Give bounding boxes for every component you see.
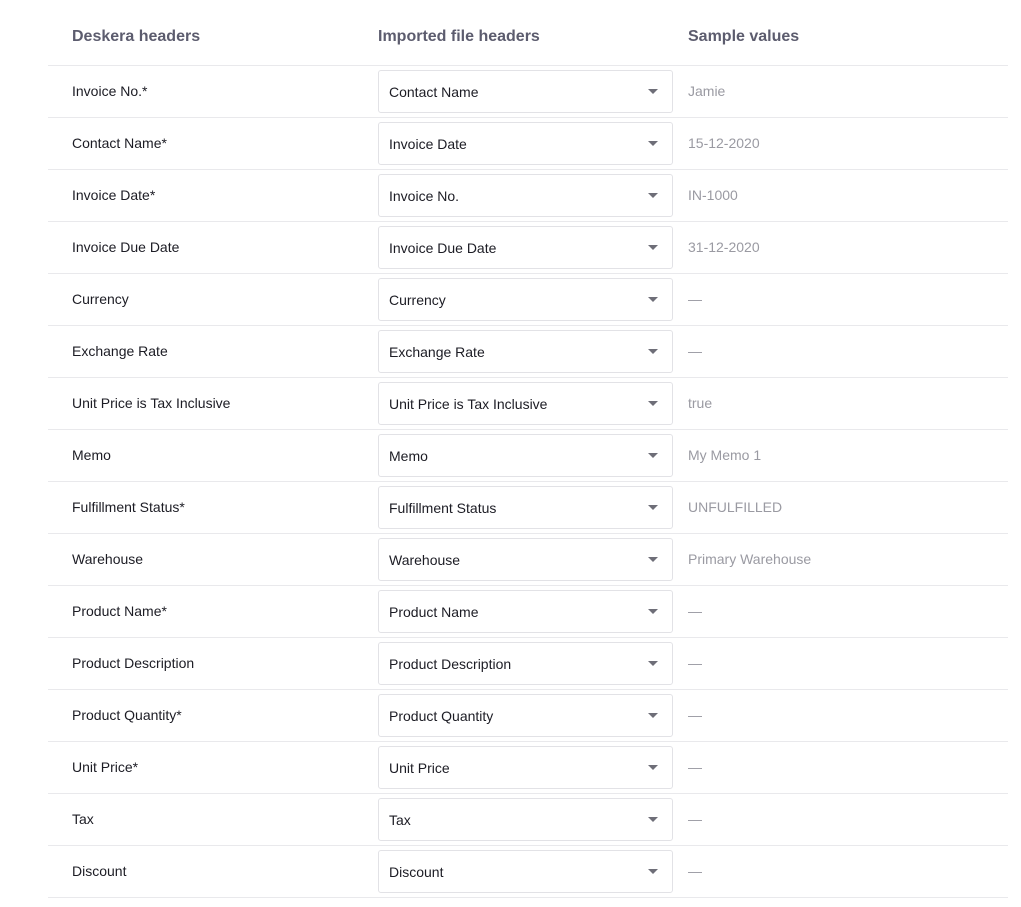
selected-header-value: Invoice No. bbox=[389, 188, 460, 204]
caret-down-icon bbox=[648, 349, 658, 354]
selected-header-value: Exchange Rate bbox=[389, 344, 485, 360]
selected-header-value: Product Quantity bbox=[389, 708, 494, 724]
caret-down-icon bbox=[648, 713, 658, 718]
sample-value: — bbox=[688, 291, 702, 307]
deskera-field-label: Currency bbox=[72, 291, 129, 307]
imported-header-select[interactable] bbox=[378, 122, 673, 165]
caret-down-icon bbox=[648, 297, 658, 302]
imported-headers-column-title: Imported file headers bbox=[378, 28, 540, 45]
caret-down-icon bbox=[648, 141, 658, 146]
mapping-row bbox=[48, 118, 1008, 170]
imported-header-select[interactable] bbox=[378, 434, 673, 477]
mapping-row bbox=[48, 638, 1008, 690]
deskera-field-label: Tax bbox=[72, 811, 94, 827]
sample-value: — bbox=[688, 655, 702, 671]
caret-down-icon bbox=[648, 609, 658, 614]
imported-header-select[interactable] bbox=[378, 642, 673, 685]
selected-header-value: Memo bbox=[389, 448, 428, 464]
caret-down-icon bbox=[648, 89, 658, 94]
imported-header-select[interactable] bbox=[378, 590, 673, 633]
deskera-field-label: Fulfillment Status* bbox=[72, 499, 185, 515]
caret-down-icon bbox=[648, 245, 658, 250]
deskera-field-label: Exchange Rate bbox=[72, 343, 168, 359]
mapping-row bbox=[48, 66, 1008, 118]
selected-header-value: Invoice Date bbox=[389, 136, 467, 152]
sample-value: — bbox=[688, 707, 702, 723]
sample-values-column-title: Sample values bbox=[688, 28, 800, 45]
imported-header-select[interactable] bbox=[378, 382, 673, 425]
mapping-row bbox=[48, 794, 1008, 846]
selected-header-value: Tax bbox=[389, 812, 411, 828]
imported-header-select[interactable] bbox=[378, 694, 673, 737]
imported-header-select[interactable] bbox=[378, 278, 673, 321]
sample-value: 31-12-2020 bbox=[688, 239, 760, 255]
caret-down-icon bbox=[648, 817, 658, 822]
mapping-row bbox=[48, 534, 1008, 586]
mapping-row bbox=[48, 170, 1008, 222]
deskera-field-label: Warehouse bbox=[72, 551, 144, 567]
mapping-row bbox=[48, 378, 1008, 430]
caret-down-icon bbox=[648, 401, 658, 406]
deskera-field-label: Product Quantity* bbox=[72, 707, 182, 723]
mapping-row bbox=[48, 274, 1008, 326]
sample-value: — bbox=[688, 759, 702, 775]
selected-header-value: Invoice Due Date bbox=[389, 240, 497, 256]
sample-value: — bbox=[688, 811, 702, 827]
sample-value: — bbox=[688, 343, 702, 359]
sample-value: Jamie bbox=[688, 83, 726, 99]
deskera-headers-column-title: Deskera headers bbox=[72, 28, 201, 45]
imported-header-select[interactable] bbox=[378, 330, 673, 373]
imported-header-select[interactable] bbox=[378, 850, 673, 893]
mapping-row bbox=[48, 326, 1008, 378]
deskera-field-label: Invoice Due Date bbox=[72, 239, 180, 255]
caret-down-icon bbox=[648, 193, 658, 198]
caret-down-icon bbox=[648, 557, 658, 562]
deskera-field-label: Discount bbox=[72, 863, 127, 879]
selected-header-value: Discount bbox=[389, 864, 444, 880]
deskera-field-label: Invoice Date* bbox=[72, 187, 156, 203]
sample-value: — bbox=[688, 603, 702, 619]
selected-header-value: Product Description bbox=[389, 656, 512, 672]
caret-down-icon bbox=[648, 661, 658, 666]
caret-down-icon bbox=[648, 869, 658, 874]
deskera-field-label: Unit Price is Tax Inclusive bbox=[72, 395, 231, 411]
sample-value: IN-1000 bbox=[688, 187, 738, 203]
selected-header-value: Contact Name bbox=[389, 84, 479, 100]
imported-header-select[interactable] bbox=[378, 226, 673, 269]
deskera-field-label: Contact Name* bbox=[72, 135, 167, 151]
deskera-field-label: Memo bbox=[72, 447, 111, 463]
mapping-row bbox=[48, 690, 1008, 742]
selected-header-value: Unit Price is Tax Inclusive bbox=[389, 396, 548, 412]
imported-header-select[interactable] bbox=[378, 538, 673, 581]
selected-header-value: Product Name bbox=[389, 604, 479, 620]
header-mapping-table bbox=[48, 12, 1008, 898]
mapping-row bbox=[48, 846, 1008, 898]
selected-header-value: Fulfillment Status bbox=[389, 500, 497, 516]
selected-header-value: Unit Price bbox=[389, 760, 450, 776]
mapping-row bbox=[48, 222, 1008, 274]
sample-value: 15-12-2020 bbox=[688, 135, 760, 151]
mapping-row bbox=[48, 430, 1008, 482]
imported-header-select[interactable] bbox=[378, 798, 673, 841]
sample-value: true bbox=[688, 395, 713, 411]
imported-header-select[interactable] bbox=[378, 486, 673, 529]
imported-header-select[interactable] bbox=[378, 174, 673, 217]
table-header bbox=[48, 12, 1008, 66]
caret-down-icon bbox=[648, 505, 658, 510]
sample-value: My Memo 1 bbox=[688, 447, 762, 463]
deskera-field-label: Product Name* bbox=[72, 603, 167, 619]
sample-value: — bbox=[688, 863, 702, 879]
mapping-row bbox=[48, 482, 1008, 534]
deskera-field-label: Product Description bbox=[72, 655, 195, 671]
deskera-field-label: Unit Price* bbox=[72, 759, 139, 775]
mapping-rows bbox=[48, 66, 1008, 898]
mapping-row bbox=[48, 742, 1008, 794]
deskera-field-label: Invoice No.* bbox=[72, 83, 148, 99]
caret-down-icon bbox=[648, 765, 658, 770]
caret-down-icon bbox=[648, 453, 658, 458]
mapping-row bbox=[48, 586, 1008, 638]
selected-header-value: Currency bbox=[389, 292, 446, 308]
selected-header-value: Warehouse bbox=[389, 552, 461, 568]
imported-header-select[interactable] bbox=[378, 70, 673, 113]
imported-header-select[interactable] bbox=[378, 746, 673, 789]
sample-value: UNFULFILLED bbox=[688, 499, 783, 515]
sample-value: Primary Warehouse bbox=[688, 551, 812, 567]
